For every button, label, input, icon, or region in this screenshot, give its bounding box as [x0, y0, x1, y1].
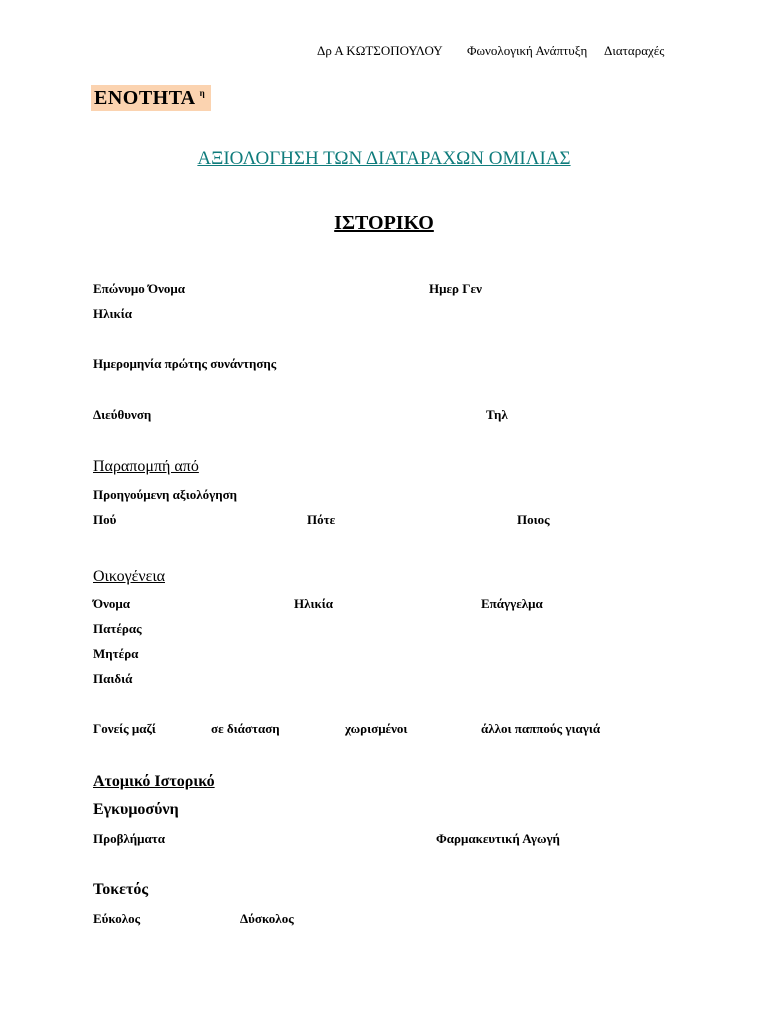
- birth-easy-label: Εύκολος: [93, 911, 141, 926]
- surname-name-label: Επώνυμο Όνομα: [93, 281, 186, 296]
- parents-together-label: Γονείς μαζί: [93, 721, 156, 736]
- dob-label: Ημερ Γεν: [429, 281, 482, 296]
- parents-separation-label: σε διάσταση: [211, 721, 280, 736]
- birth-heading: Τοκετός: [93, 881, 149, 898]
- father-label: Πατέρας: [93, 621, 142, 636]
- mother-label: Μητέρα: [93, 646, 139, 661]
- page-title: ΑΞΙΟΛΟΓΗΣΗ ΤΩΝ ΔΙΑΤΑΡΑΧΩΝ ΟΜΙΛΙΑΣ: [197, 148, 571, 169]
- referral-where-label: Πού: [93, 512, 117, 527]
- personal-history-heading: Ατομικό Ιστορικό: [93, 773, 215, 790]
- children-label: Παιδιά: [93, 671, 133, 686]
- pregnancy-heading: Εγκυμοσύνη: [93, 801, 179, 818]
- medication-label: Φαρμακευτική Αγωγή: [436, 831, 560, 846]
- first-meeting-label: Ημερομηνία πρώτης συνάντησης: [93, 356, 277, 371]
- parents-other-label: άλλοι παππούς γιαγιά: [481, 721, 601, 736]
- page-subtitle: ΙΣΤΟΡΙΚΟ: [334, 212, 434, 234]
- unit-label: ΕΝΟΤΗΤΑ: [94, 87, 196, 109]
- referral-when-label: Πότε: [307, 512, 336, 527]
- running-header-topic: Διαταραχές: [604, 43, 665, 58]
- referral-who-label: Ποιος: [517, 512, 550, 527]
- problems-label: Προβλήματα: [93, 831, 166, 846]
- previous-assessment-label: Προηγούμενη αξιολόγηση: [93, 487, 238, 502]
- family-col-job: Επάγγελμα: [481, 596, 543, 611]
- parents-separated-label: χωρισμένοι: [345, 721, 408, 736]
- family-col-name: Όνομα: [93, 596, 131, 611]
- running-header-subject: Φωνολογική Ανάπτυξη: [467, 43, 588, 58]
- birth-difficult-label: Δύσκολος: [240, 911, 294, 926]
- family-heading: Οικογένεια: [93, 568, 165, 585]
- unit-superscript: η: [199, 88, 206, 98]
- referral-heading: Παραπομπή από: [93, 458, 199, 475]
- address-label: Διεύθυνση: [93, 407, 152, 422]
- family-col-age: Ηλικία: [294, 596, 334, 611]
- running-header-author: Δρ Α ΚΩΤΣΟΠΟΥΛΟΥ: [317, 43, 443, 58]
- unit-badge: [91, 85, 211, 111]
- phone-label: Τηλ: [486, 407, 508, 422]
- age-label: Ηλικία: [93, 306, 133, 321]
